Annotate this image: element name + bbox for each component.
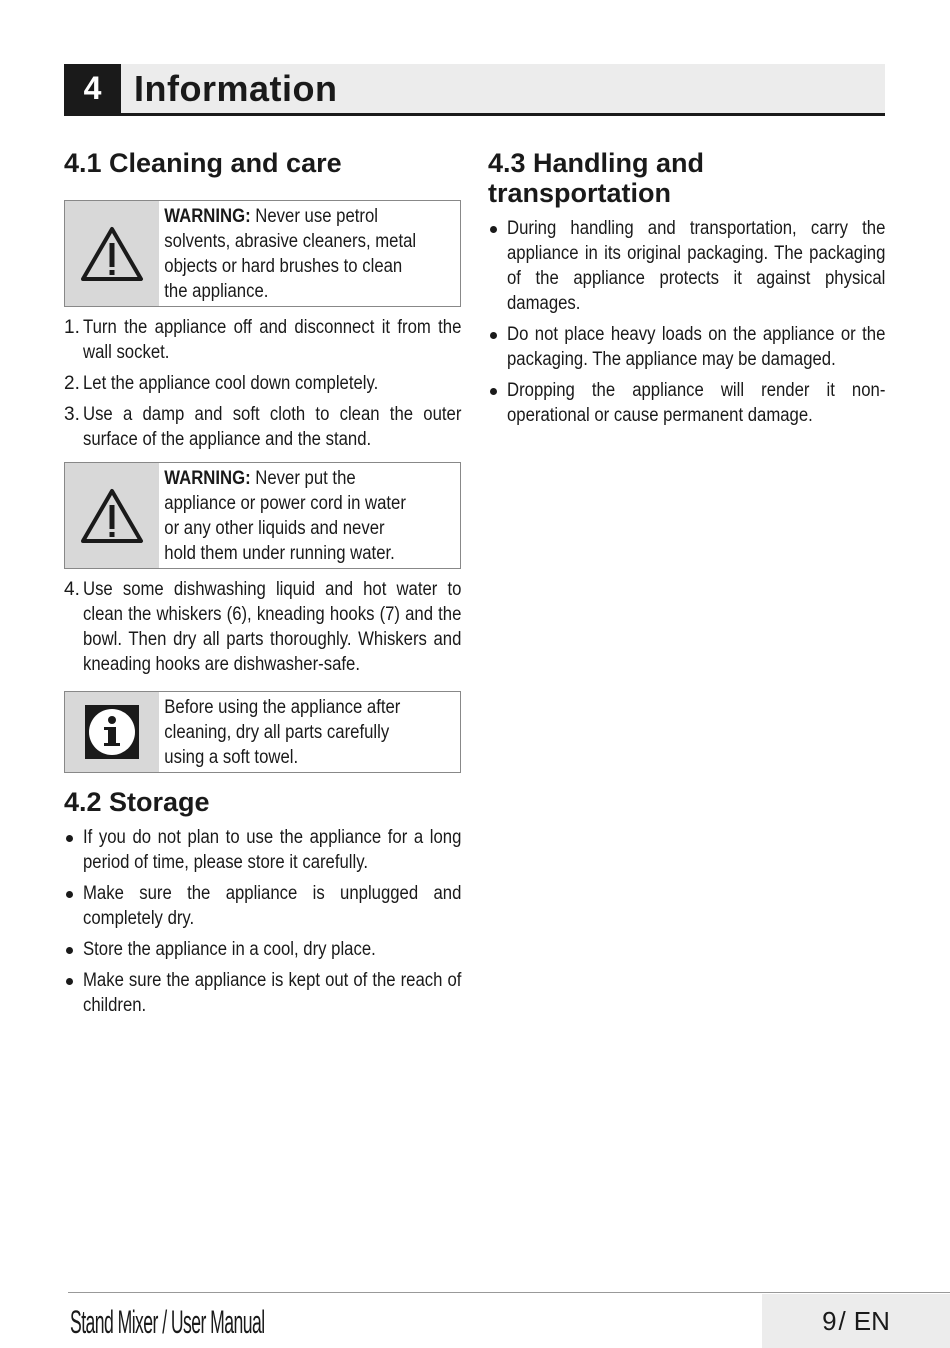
page-separator: / <box>838 1305 846 1336</box>
language-code: EN <box>853 1305 890 1336</box>
list-item: 4. Use some dishwashing liquid and hot water to clean the whiskers (6), kneading hooks (7) and the bowl. Then dry all parts thoroughly. Whiskers and kneading hooks are dishwasher-safe. <box>64 579 462 675</box>
list-item: 2. Let the appliance cool down completely. <box>64 373 379 394</box>
warning-text-2: WARNING: Never put the appliance or power cord in water or any other liquids and never hold them under running water. <box>164 468 406 564</box>
warning-triangle-icon <box>79 225 145 283</box>
info-icon <box>83 703 141 761</box>
list-item: Store the appliance in a cool, dry place. <box>64 937 461 962</box>
section-heading-storage: 4.2 Storage <box>64 787 210 817</box>
list-item: Make sure the appliance is kept out of the reach of children. <box>64 968 461 1018</box>
list-item: 1. Turn the appliance off and disconnect it from the wall socket. <box>64 317 462 363</box>
warning-label: WARNING: <box>164 468 251 489</box>
chapter-header <box>64 64 885 116</box>
info-text: Before using the appliance after cleaning, dry all parts carefully using a soft towel. <box>164 697 401 768</box>
list-item: 3. Use a damp and soft cloth to clean the outer surface of the appliance and the stand. <box>64 404 462 450</box>
warning-label: WARNING: <box>164 206 251 227</box>
warning-triangle-icon <box>79 487 145 545</box>
warning-text-1: WARNING: Never use petrol solvents, abrasive cleaners, metal objects or hard brushes to clean the appliance. <box>164 206 417 302</box>
warning-notice-1 <box>64 200 461 307</box>
footer-divider <box>68 1292 950 1293</box>
page-number: 9 <box>822 1305 837 1336</box>
footer-page <box>762 1294 950 1348</box>
list-item: Do not place heavy loads on the appliance or the packaging. The appliance may be damaged. <box>488 322 885 372</box>
storage-list <box>64 825 461 1018</box>
chapter-title: Information <box>134 68 338 109</box>
list-item: Dropping the appliance will render it non-operational or cause permanent damage. <box>488 378 885 428</box>
right-column <box>488 148 885 434</box>
info-notice <box>64 691 461 773</box>
cleaning-steps-a <box>64 315 461 452</box>
handling-list <box>488 216 885 428</box>
list-item: During handling and transportation, carry the appliance in its original packaging. The packaging of the appliance protects it against physical damages. <box>488 216 885 316</box>
section-heading-handling: 4.3 Handling and transportation <box>488 148 705 208</box>
chapter-number: 4 <box>64 64 121 113</box>
section-heading-cleaning: 4.1 Cleaning and care <box>64 148 342 178</box>
warning-notice-2 <box>64 462 461 569</box>
footer-title: Stand Mixer / User Manual <box>70 1304 265 1340</box>
left-column <box>64 148 461 1024</box>
cleaning-steps-b <box>64 577 461 677</box>
list-item: If you do not plan to use the appliance for a long period of time, please store it carefully. <box>64 825 461 875</box>
list-item: Make sure the appliance is unplugged and completely dry. <box>64 881 461 931</box>
